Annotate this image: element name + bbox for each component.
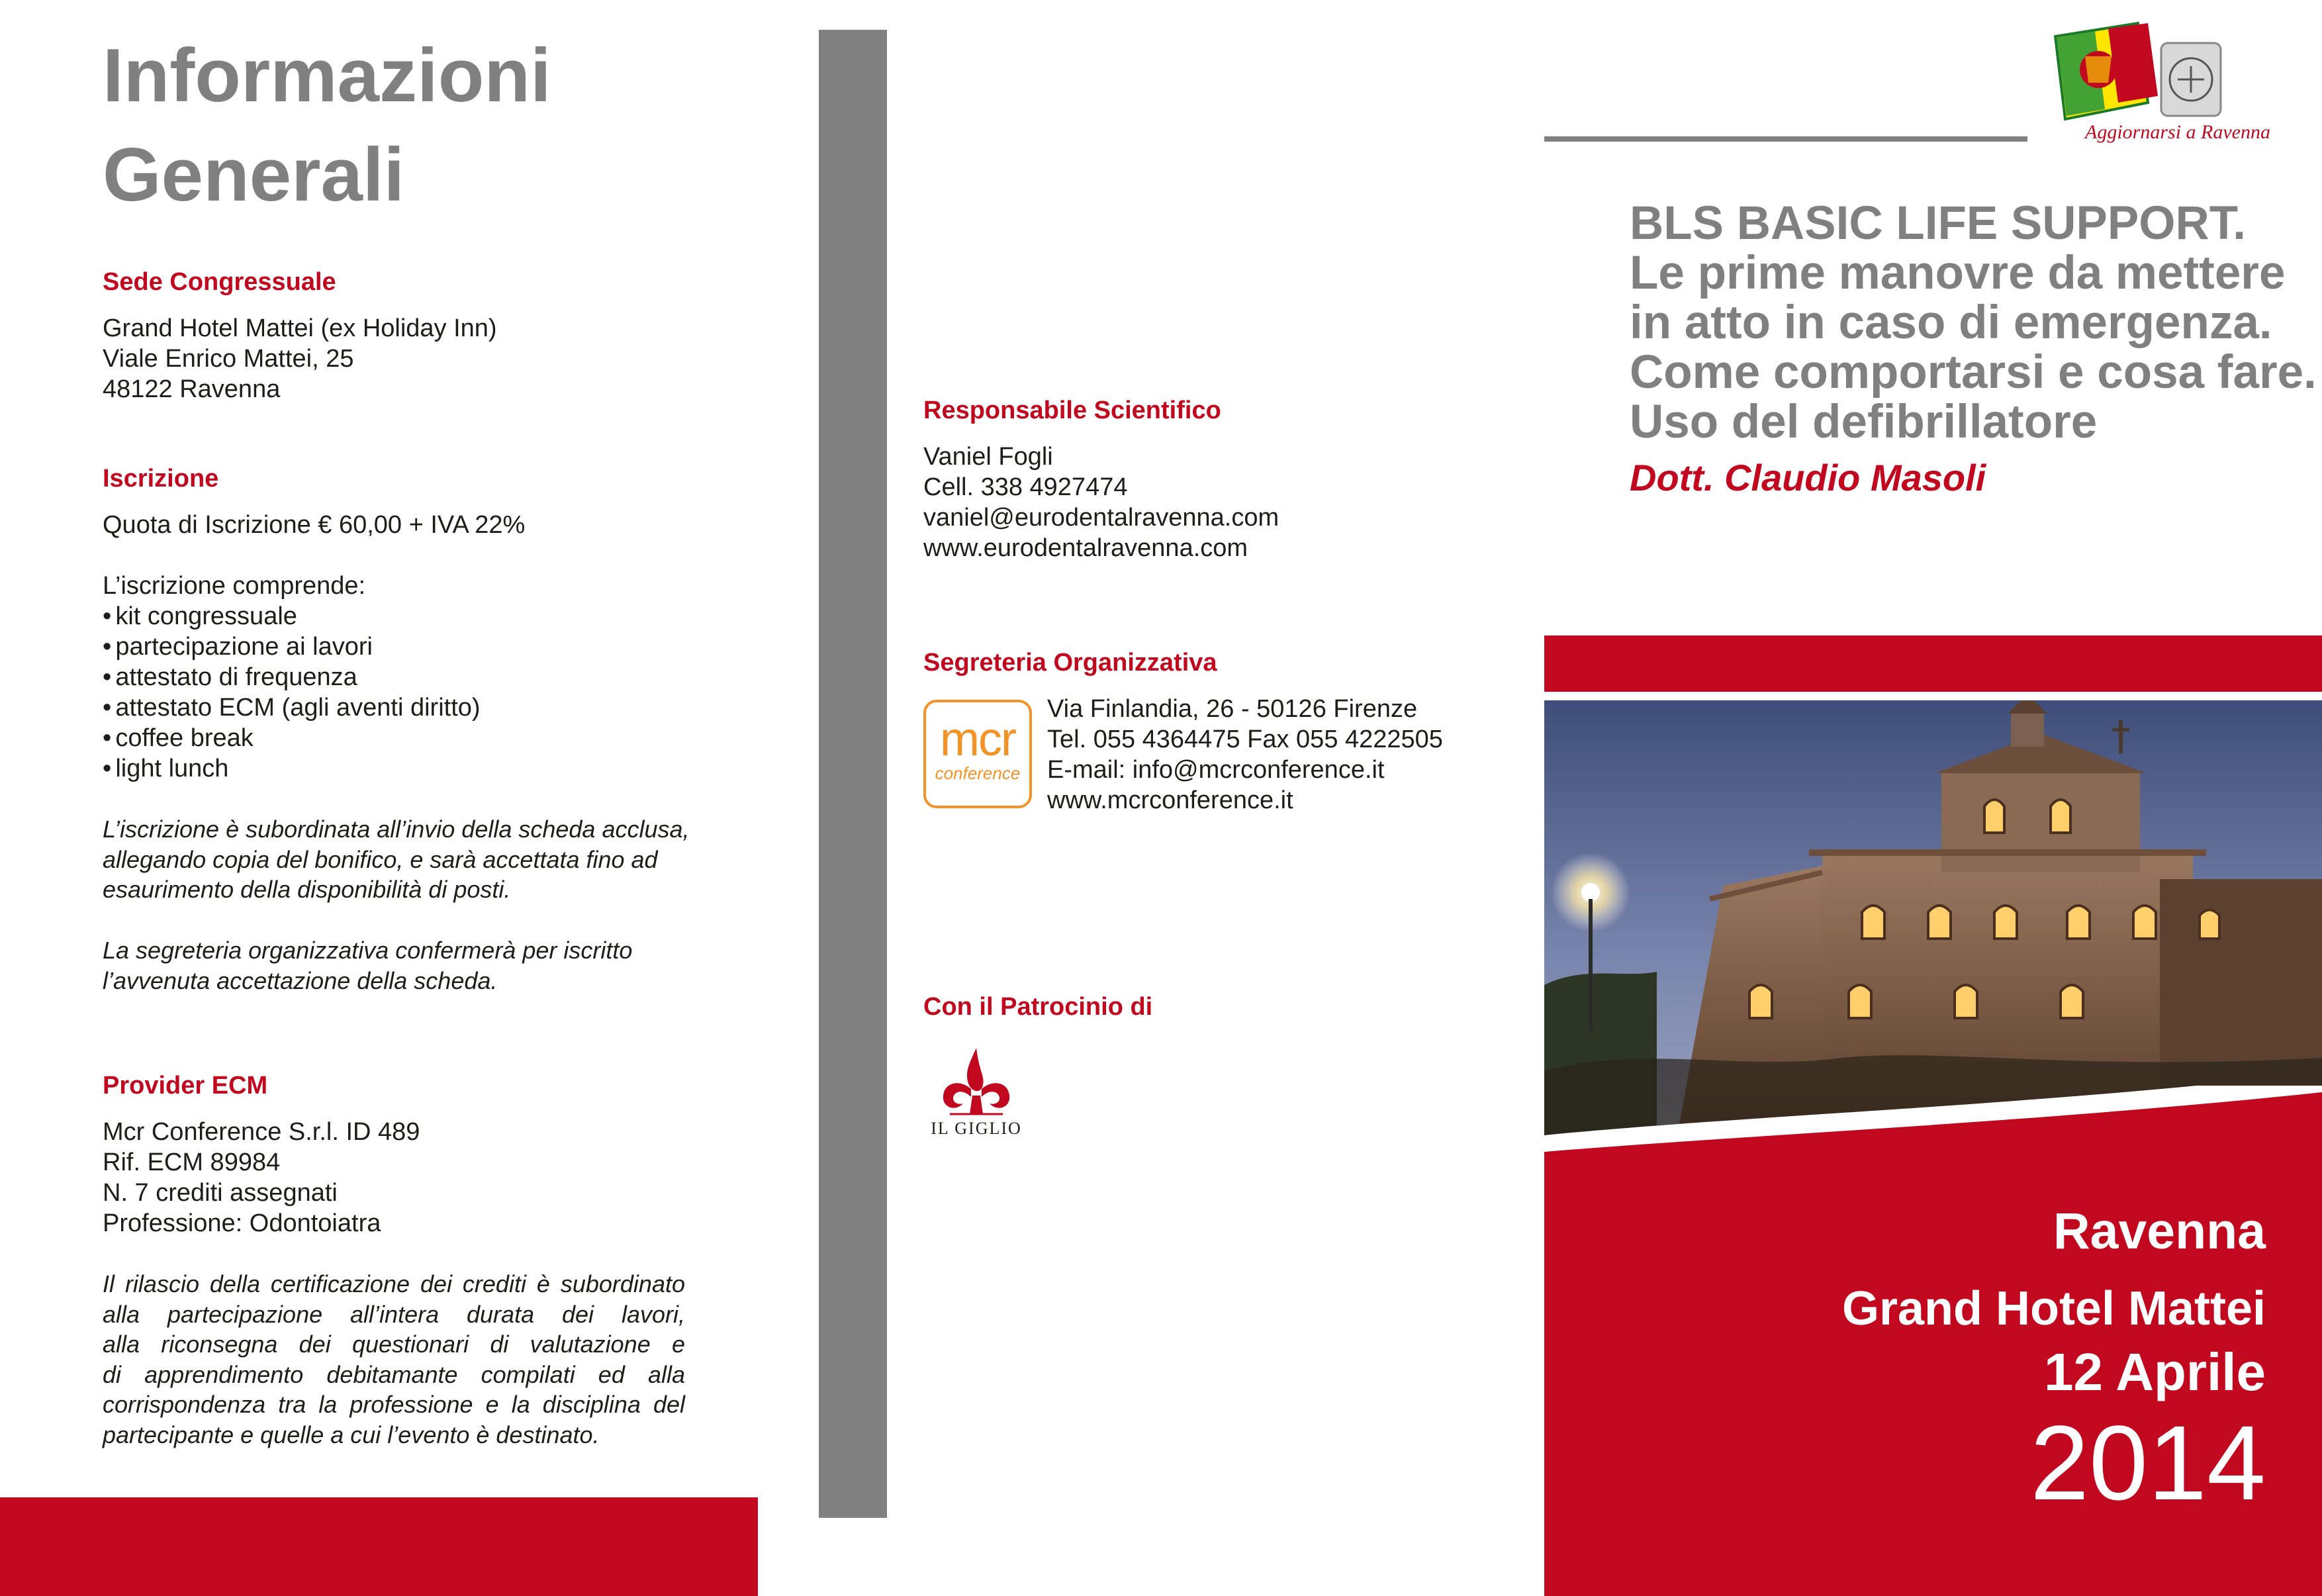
event-date: 12 Aprile	[2044, 1342, 2266, 1401]
venue-line: Viale Enrico Mattei, 25	[103, 345, 354, 373]
note-line: di apprendimento debitamante compilati ed alla	[103, 1360, 685, 1388]
includes-list	[103, 601, 481, 784]
contact-website[interactable]: www.eurodentalravenna.com	[923, 534, 1248, 562]
list-item: • kit congressuale	[103, 601, 481, 632]
venue-address	[103, 313, 497, 404]
list-item: • attestato ECM (agli aventi diritto)	[103, 692, 481, 723]
title-line: Uso del defibrillatore	[1630, 396, 2098, 448]
contact-email[interactable]: vaniel@eurodentalravenna.com	[923, 504, 1279, 532]
venue-heading: Sede Congressuale	[103, 268, 336, 296]
provider-line: Rif. ECM 89984	[103, 1149, 281, 1176]
note-line: alla riconsegna dei questionari di valutazione e	[103, 1331, 685, 1358]
registration-heading: Iscrizione	[103, 465, 219, 493]
note-line: l’avvenuta accettazione della scheda.	[103, 966, 498, 994]
registration-fee: Quota di Iscrizione € 60,00 + IVA 22%	[103, 511, 526, 539]
mcr-conference-logo	[923, 700, 1032, 808]
note-line: alla partecipazione all’intera durata dei lavori,	[103, 1300, 685, 1328]
note-line: partecipante e quelle a cui l’evento è destinato.	[103, 1421, 600, 1448]
title-line-1: Informazioni	[103, 34, 551, 118]
note-line: La segreteria organizzativa confermerà per iscritto	[103, 937, 633, 964]
secretariat-heading: Segreteria Organizzativa	[923, 649, 1217, 677]
provider-line: Mcr Conference S.r.l. ID 489	[103, 1118, 420, 1146]
provider-heading: Provider ECM	[103, 1072, 268, 1100]
list-item: • attestato di frequenza	[103, 662, 481, 692]
contact-email[interactable]: E-mail: info@mcrconference.it	[1047, 756, 1385, 784]
secretariat-contact	[1047, 694, 1443, 816]
patronage-heading: Con il Patrocinio di	[923, 993, 1153, 1021]
note-line: corrispondenza tra la professione e la disciplina del	[103, 1391, 685, 1418]
list-item: • partecipazione ai lavori	[103, 632, 481, 662]
venue-line: 48122 Ravenna	[103, 375, 281, 403]
contact-line: Cell. 338 4927474	[923, 473, 1128, 501]
scientific-heading: Responsabile Scientifico	[923, 397, 1221, 424]
provider-details	[103, 1117, 420, 1239]
fold-gray-bar	[819, 30, 887, 1518]
note-line: esaurimento della disponibilità di posti.	[103, 876, 511, 903]
speaker-name: Dott. Claudio Masoli	[1630, 457, 1986, 498]
note-line: L’iscrizione è subordinata all’invio della scheda acclusa,	[103, 816, 690, 843]
provider-line: Professione: Odontoiatra	[103, 1209, 381, 1237]
basilica-photo	[1544, 700, 2322, 1139]
right-red-strip	[1544, 635, 2322, 692]
event-year: 2014	[2030, 1403, 2266, 1522]
logo-caption: Aggiornarsi a Ravenna	[2085, 121, 2270, 143]
note-line: allegando copia del bonifico, e sarà accettata fino ad	[103, 845, 658, 873]
contact-line: Via Finlandia, 26 - 50126 Firenze	[1047, 695, 1418, 723]
contact-line: Tel. 055 4364475 Fax 055 4222505	[1047, 726, 1443, 753]
logo-subtext: conference	[935, 763, 1021, 783]
contact-website[interactable]: www.mcrconference.it	[1047, 786, 1293, 814]
certification-note	[103, 1269, 685, 1450]
confirmation-note	[103, 935, 685, 996]
registration-note	[103, 814, 690, 905]
course-title	[1630, 199, 2317, 447]
provider-line: N. 7 crediti assegnati	[103, 1179, 338, 1207]
venue-line: Grand Hotel Mattei (ex Holiday Inn)	[103, 314, 497, 342]
event-venue: Grand Hotel Mattei	[1841, 1282, 2266, 1335]
title-line: Come comportarsi e cosa fare.	[1630, 346, 2317, 399]
title-line: BLS BASIC LIFE SUPPORT.	[1630, 197, 2246, 250]
page-title	[103, 26, 551, 225]
title-line: Le prime manovre da mettere	[1630, 247, 2286, 299]
title-line: in atto in caso di emergenza.	[1630, 297, 2272, 349]
includes-label: L’iscrizione comprende:	[103, 572, 366, 600]
left-bottom-red-bar	[0, 1497, 758, 1596]
event-city: Ravenna	[2053, 1203, 2266, 1260]
top-gray-line	[1544, 136, 2027, 142]
il-giglio-label: IL GIGLIO	[931, 1119, 1022, 1138]
scientific-contact	[923, 442, 1279, 563]
title-line-2: Generali	[103, 133, 405, 217]
list-item: • light lunch	[103, 753, 481, 784]
logo-text: mcr	[940, 713, 1015, 766]
registration-includes	[103, 571, 481, 784]
list-item: • coffee break	[103, 723, 481, 753]
contact-line: Vaniel Fogli	[923, 443, 1053, 471]
note-line: Il rilascio della certificazione dei crediti è subordinato	[103, 1270, 685, 1297]
